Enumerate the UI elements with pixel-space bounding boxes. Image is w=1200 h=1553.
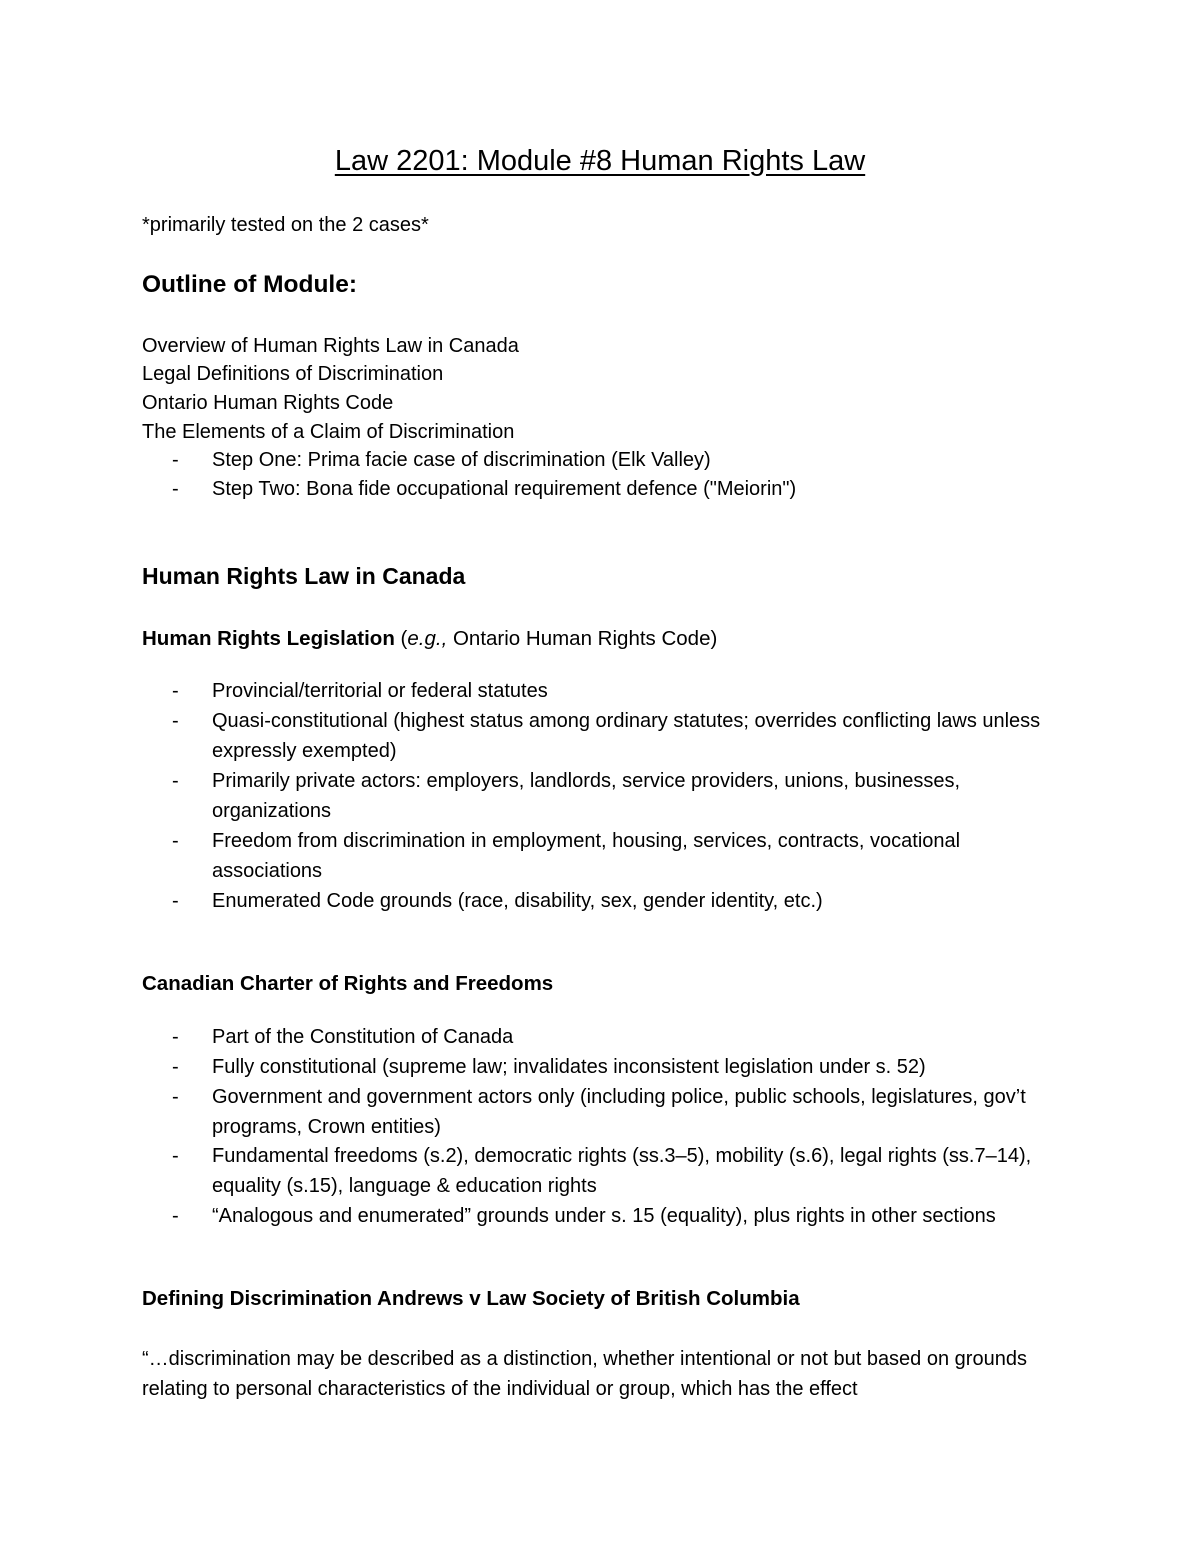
outline-item: Overview of Human Rights Law in Canada <box>142 335 519 357</box>
charter-bullet-text: Government and government actors only (including police, public schools, legislatures, gov’t programs, Crown entities) <box>212 1086 1026 1138</box>
outline-heading: Outline of Module: <box>142 271 358 298</box>
legislation-bullet-text: Primarily private actors: employers, landlords, service providers, unions, businesses, organizations <box>212 770 961 822</box>
legislation-bullet <box>142 706 1072 766</box>
legislation-bullet-text: Enumerated Code grounds (race, disability, sex, gender identity, etc.) <box>212 890 823 912</box>
charter-bullet <box>142 1201 1072 1231</box>
charter-bullet-text: “Analogous and enumerated” grounds under s. 15 (equality), plus rights in other sections <box>212 1205 996 1227</box>
charter-bullet <box>142 1052 1072 1082</box>
charter-heading: Canadian Charter of Rights and Freedoms <box>142 972 554 995</box>
legislation-bullet-text: Quasi-constitutional (highest status among ordinary statutes; overrides conflicting laws unless expressly exempted) <box>212 710 1041 762</box>
bullet-dash: - <box>172 1056 179 1078</box>
legislation-heading <box>142 626 717 652</box>
bullet-dash: - <box>172 478 179 500</box>
section-heading-human-rights-law: Human Rights Law in Canada <box>142 563 466 589</box>
outline-subitem <box>142 474 1072 504</box>
bullet-dash: - <box>172 680 179 702</box>
charter-bullet <box>142 1141 1072 1201</box>
outline-subitem <box>142 445 1072 475</box>
legislation-bullet <box>142 826 1072 886</box>
charter-bullet-text: Fundamental freedoms (s.2), democratic rights (ss.3–5), mobility (s.6), legal rights (ss.7–14), equality (s.15), language & education rights <box>212 1145 1032 1197</box>
bullet-dash: - <box>172 1086 179 1108</box>
andrews-quote: “…discrimination may be described as a distinction, whether intentional or not but based on grounds relating to personal characteristics of the individual or group, which has the effect <box>142 1348 1027 1400</box>
bullet-dash: - <box>172 710 179 732</box>
outline-item: Legal Definitions of Discrimination <box>142 363 444 385</box>
bullet-dash: - <box>172 830 179 852</box>
legislation-bullet <box>142 676 1072 706</box>
legislation-bullet-text: Provincial/territorial or federal statutes <box>212 680 548 702</box>
bullet-dash: - <box>172 449 179 471</box>
legislation-heading-eg: e.g., <box>407 627 448 650</box>
legislation-bullet <box>142 766 1072 826</box>
legislation-bullet <box>142 886 1072 916</box>
charter-bullet <box>142 1022 1072 1052</box>
outline-item: The Elements of a Claim of Discrimination <box>142 421 515 443</box>
outline-item: Ontario Human Rights Code <box>142 392 394 414</box>
charter-bullet-text: Part of the Constitution of Canada <box>212 1026 514 1048</box>
charter-bullet-text: Fully constitutional (supreme law; invalidates inconsistent legislation under s. 52) <box>212 1056 926 1078</box>
bullet-dash: - <box>172 770 179 792</box>
outline-subitem-text: Step One: Prima facie case of discrimination (Elk Valley) <box>212 449 711 471</box>
defining-discrimination-heading: Defining Discrimination Andrews v Law Society of British Columbia <box>142 1287 800 1310</box>
document-title: Law 2201: Module #8 Human Rights Law <box>334 145 866 177</box>
bullet-dash: - <box>172 1026 179 1048</box>
legislation-heading-rest: Ontario Human Rights Code) <box>447 627 718 650</box>
outline-subitem-text: Step Two: Bona fide occupational requirement defence ("Meiorin") <box>212 478 797 500</box>
testing-note: *primarily tested on the 2 cases* <box>142 214 429 236</box>
bullet-dash: - <box>172 1145 179 1167</box>
legislation-heading-bold: Human Rights Legislation <box>142 627 395 650</box>
bullet-dash: - <box>172 890 179 912</box>
legislation-bullet-text: Freedom from discrimination in employment, housing, services, contracts, vocational associations <box>212 830 961 882</box>
charter-bullet <box>142 1082 1072 1142</box>
legislation-heading-open: ( <box>394 627 408 650</box>
bullet-dash: - <box>172 1205 179 1227</box>
